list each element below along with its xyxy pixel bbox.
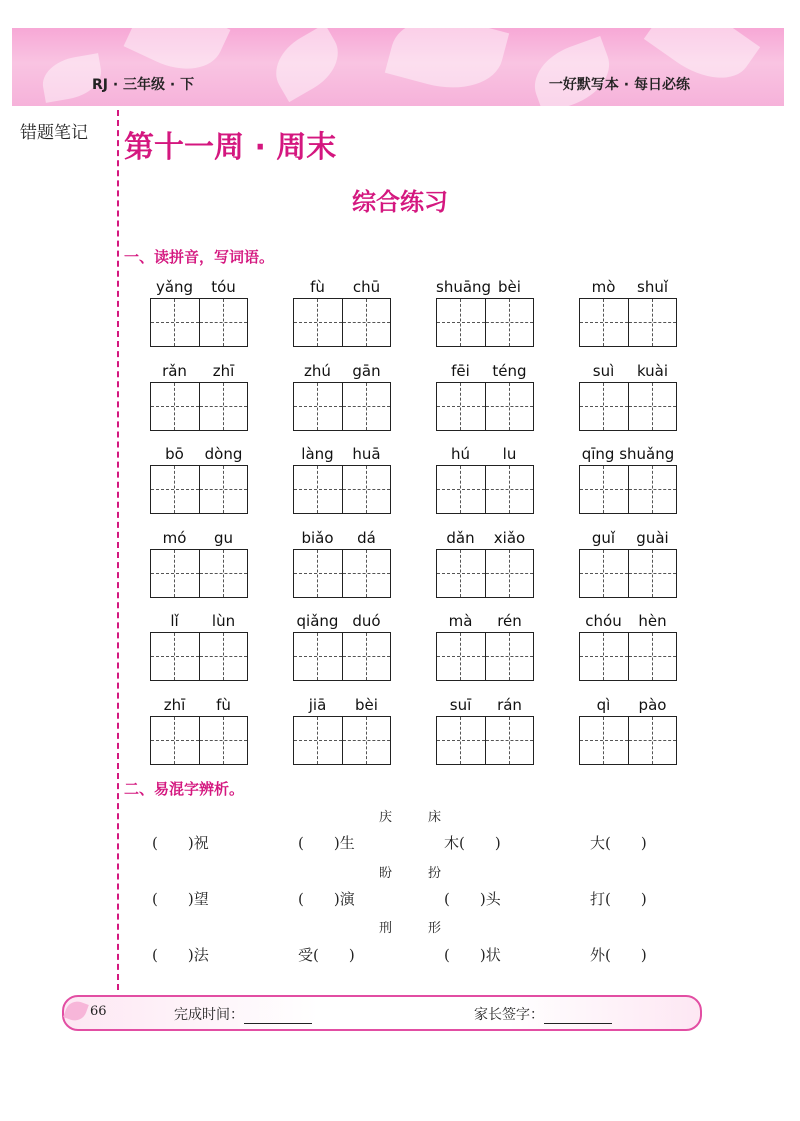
pair-char: 刑 xyxy=(378,921,392,936)
writing-cell[interactable] xyxy=(580,299,628,346)
writing-boxes[interactable] xyxy=(436,632,534,681)
pinyin-text: yǎng xyxy=(155,278,194,296)
writing-boxes[interactable] xyxy=(293,716,391,765)
parent-signature-field[interactable] xyxy=(474,1004,612,1024)
writing-boxes[interactable] xyxy=(150,382,248,431)
writing-boxes[interactable] xyxy=(436,716,534,765)
writing-cell[interactable] xyxy=(580,550,628,597)
writing-boxes[interactable] xyxy=(150,465,248,514)
writing-boxes[interactable] xyxy=(150,298,248,347)
pinyin-text: shuǐ xyxy=(637,278,668,296)
pinyin-row xyxy=(436,529,534,549)
pinyin-text: guǐ xyxy=(591,528,616,547)
pair-char: 盼 xyxy=(378,866,392,881)
writing-cell[interactable] xyxy=(199,466,248,513)
pinyin-text: fù xyxy=(310,278,325,296)
pinyin-row xyxy=(150,612,248,632)
writing-cell[interactable] xyxy=(342,466,391,513)
writing-boxes[interactable] xyxy=(579,465,677,514)
writing-cell[interactable] xyxy=(151,633,199,680)
writing-cell[interactable] xyxy=(151,550,199,597)
writing-cell[interactable] xyxy=(342,717,391,764)
parent-signature-blank[interactable] xyxy=(544,1011,612,1024)
writing-cell[interactable] xyxy=(294,550,342,597)
margin-divider xyxy=(117,110,119,990)
fill-blank-item[interactable]: ( )祝 xyxy=(152,834,209,852)
pinyin-text: huā xyxy=(352,445,381,463)
char-pair xyxy=(130,917,690,936)
pinyin-text: duó xyxy=(352,612,381,630)
pinyin-row xyxy=(293,278,391,298)
pinyin-text: chóu xyxy=(585,612,622,630)
pinyin-text: rǎn xyxy=(162,361,187,380)
writing-cell[interactable] xyxy=(628,466,677,513)
fill-blank-item[interactable]: 外( ) xyxy=(590,946,647,964)
pinyin-text: dǎn xyxy=(446,528,475,547)
pinyin-text: gu xyxy=(213,528,234,547)
writing-cell[interactable] xyxy=(437,383,485,430)
pinyin-text: rán xyxy=(497,695,522,714)
pinyin-text: mà xyxy=(448,612,473,630)
writing-cell[interactable] xyxy=(294,466,342,513)
writing-boxes[interactable] xyxy=(436,298,534,347)
writing-boxes[interactable] xyxy=(150,716,248,765)
pinyin-text: dá xyxy=(357,528,376,547)
writing-cell[interactable] xyxy=(151,299,199,346)
pinyin-text: kuài xyxy=(636,361,669,380)
writing-cell[interactable] xyxy=(628,717,677,764)
pair-char: 床 xyxy=(428,810,442,825)
pinyin-text: mó xyxy=(162,528,187,547)
pinyin-row xyxy=(579,612,677,632)
writing-cell[interactable] xyxy=(199,633,248,680)
writing-cell[interactable] xyxy=(342,299,391,346)
page-subtitle: 综合练习 xyxy=(352,188,448,216)
pinyin-text: fēi xyxy=(451,361,470,380)
pinyin-text: xiǎo xyxy=(493,528,526,547)
completion-time-label: 完成时间： xyxy=(174,1007,244,1023)
fill-blank-item[interactable]: ( )状 xyxy=(444,946,501,964)
header-grade-label: RJ · 三年级 · 下 xyxy=(92,77,195,93)
writing-cell[interactable] xyxy=(294,383,342,430)
pair-char: 庆 xyxy=(378,810,392,825)
pair-char: 形 xyxy=(428,921,442,936)
pinyin-row xyxy=(579,278,677,298)
pinyin-text: lu xyxy=(502,445,517,463)
writing-boxes[interactable] xyxy=(293,632,391,681)
pinyin-row xyxy=(579,445,677,465)
writing-cell[interactable] xyxy=(628,633,677,680)
pinyin-text: suī xyxy=(449,695,472,714)
pinyin-row xyxy=(150,696,248,716)
pinyin-row xyxy=(150,529,248,549)
pinyin-row xyxy=(436,362,534,382)
pinyin-text: làng xyxy=(301,445,334,463)
writing-cell[interactable] xyxy=(580,633,628,680)
writing-cell[interactable] xyxy=(437,717,485,764)
pinyin-row xyxy=(150,362,248,382)
pinyin-row xyxy=(150,445,248,465)
pinyin-text: bèi xyxy=(355,695,378,714)
writing-boxes[interactable] xyxy=(579,716,677,765)
char-pair xyxy=(130,862,690,881)
pinyin-text: zhú xyxy=(304,361,331,380)
page-number: 66 xyxy=(90,1004,107,1019)
writing-cell[interactable] xyxy=(342,633,391,680)
writing-boxes[interactable] xyxy=(293,382,391,431)
writing-boxes[interactable] xyxy=(150,549,248,598)
writing-cell[interactable] xyxy=(199,717,248,764)
pinyin-text: qiǎng xyxy=(296,612,339,630)
footer-bar xyxy=(62,995,702,1031)
writing-cell[interactable] xyxy=(199,550,248,597)
header-banner xyxy=(12,28,784,106)
writing-cell[interactable] xyxy=(294,299,342,346)
writing-cell[interactable] xyxy=(485,299,534,346)
pinyin-row xyxy=(293,362,391,382)
pinyin-text: lǐ xyxy=(170,612,179,630)
pinyin-text: biǎo xyxy=(301,528,334,547)
pinyin-text: lùn xyxy=(211,612,236,630)
writing-boxes[interactable] xyxy=(293,549,391,598)
writing-cell[interactable] xyxy=(199,383,248,430)
pinyin-row xyxy=(150,278,248,298)
pinyin-row xyxy=(293,529,391,549)
pinyin-text: chū xyxy=(352,278,381,296)
writing-cell[interactable] xyxy=(485,383,534,430)
pinyin-text: bèi xyxy=(498,278,521,296)
writing-cell[interactable] xyxy=(151,466,199,513)
writing-cell[interactable] xyxy=(437,633,485,680)
writing-cell[interactable] xyxy=(485,717,534,764)
pinyin-text: téng xyxy=(492,361,527,380)
char-pair xyxy=(130,806,690,825)
pinyin-text: shuāng xyxy=(436,278,492,296)
writing-cell[interactable] xyxy=(199,299,248,346)
pinyin-text: gān xyxy=(352,361,381,380)
pinyin-text: hú xyxy=(450,445,470,463)
fill-blank-item[interactable]: ( )演 xyxy=(298,890,355,908)
section2-heading: 二、易混字辨析。 xyxy=(124,780,245,798)
writing-cell[interactable] xyxy=(151,383,199,430)
pinyin-row xyxy=(293,696,391,716)
writing-cell[interactable] xyxy=(437,466,485,513)
fill-blank-item[interactable]: 大( ) xyxy=(590,834,647,852)
fill-blank-item[interactable]: 受( ) xyxy=(298,946,355,964)
pinyin-row xyxy=(436,445,534,465)
pinyin-row xyxy=(579,696,677,716)
petal-icon xyxy=(63,998,89,1024)
pinyin-text: bō xyxy=(165,445,184,463)
writing-boxes[interactable] xyxy=(150,632,248,681)
fill-blank-item[interactable]: ( )望 xyxy=(152,890,209,908)
writing-boxes[interactable] xyxy=(579,549,677,598)
pinyin-text: qīng shuǎng xyxy=(581,445,675,463)
pinyin-text: zhī xyxy=(212,361,235,380)
writing-cell[interactable] xyxy=(628,299,677,346)
pinyin-row xyxy=(579,362,677,382)
writing-cell[interactable] xyxy=(485,550,534,597)
pinyin-text: dòng xyxy=(204,445,243,463)
writing-boxes[interactable] xyxy=(293,298,391,347)
writing-cell[interactable] xyxy=(342,383,391,430)
parent-signature-label: 家长签字： xyxy=(474,1007,544,1023)
writing-cell[interactable] xyxy=(342,550,391,597)
pair-char: 扮 xyxy=(428,866,442,881)
pinyin-text: zhī xyxy=(163,695,186,714)
pinyin-text: hèn xyxy=(638,612,667,630)
writing-boxes[interactable] xyxy=(579,632,677,681)
writing-cell[interactable] xyxy=(580,466,628,513)
writing-boxes[interactable] xyxy=(436,465,534,514)
pinyin-row xyxy=(293,612,391,632)
writing-cell[interactable] xyxy=(294,633,342,680)
pinyin-text: tóu xyxy=(211,278,236,296)
pinyin-text: rén xyxy=(497,612,522,630)
fill-blank-item[interactable]: ( )头 xyxy=(444,890,501,908)
header-series-label: 一好默写本 · 每日必练 xyxy=(548,77,690,93)
pinyin-row xyxy=(436,612,534,632)
pinyin-text: fù xyxy=(216,695,231,714)
writing-cell[interactable] xyxy=(437,550,485,597)
writing-cell[interactable] xyxy=(485,633,534,680)
pinyin-row xyxy=(436,696,534,716)
pinyin-text: jiā xyxy=(308,695,327,714)
fill-blank-item[interactable]: 木( ) xyxy=(444,834,501,852)
pinyin-row xyxy=(436,278,534,298)
writing-cell[interactable] xyxy=(485,466,534,513)
writing-boxes[interactable] xyxy=(293,465,391,514)
pinyin-row xyxy=(293,445,391,465)
pinyin-text: pào xyxy=(638,695,667,714)
completion-time-blank[interactable] xyxy=(244,1011,312,1024)
pinyin-text: mò xyxy=(591,278,616,296)
writing-boxes[interactable] xyxy=(579,382,677,431)
writing-cell[interactable] xyxy=(628,550,677,597)
side-note-label: 错题笔记 xyxy=(20,123,88,143)
pinyin-text: guài xyxy=(636,528,669,547)
writing-boxes[interactable] xyxy=(579,298,677,347)
fill-blank-item[interactable]: ( )生 xyxy=(298,834,355,852)
writing-cell[interactable] xyxy=(437,299,485,346)
writing-cell[interactable] xyxy=(294,717,342,764)
writing-cell[interactable] xyxy=(628,383,677,430)
completion-time-field[interactable] xyxy=(174,1004,312,1024)
writing-cell[interactable] xyxy=(151,717,199,764)
writing-cell[interactable] xyxy=(580,717,628,764)
writing-cell[interactable] xyxy=(580,383,628,430)
fill-blank-item[interactable]: ( )法 xyxy=(152,946,209,964)
writing-boxes[interactable] xyxy=(436,549,534,598)
section1-heading: 一、读拼音，写词语。 xyxy=(124,248,275,266)
writing-boxes[interactable] xyxy=(436,382,534,431)
fill-blank-item[interactable]: 打( ) xyxy=(590,890,647,908)
pinyin-row xyxy=(579,529,677,549)
pinyin-text: suì xyxy=(592,361,615,380)
pinyin-text: qì xyxy=(596,695,611,714)
page-title: 第十一周 · 周末 xyxy=(124,130,337,165)
